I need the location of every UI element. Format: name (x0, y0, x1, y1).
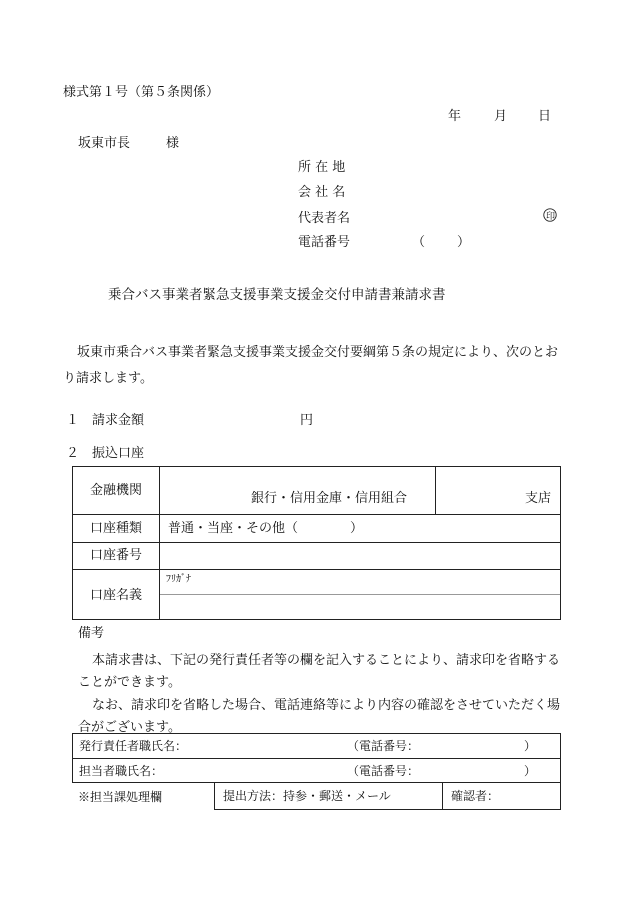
addressee-name: 坂東市長 (78, 136, 131, 151)
staff-phone-label: （電話番号： (347, 764, 420, 778)
phone-parentheses (412, 236, 470, 249)
notes-paragraph-1: 本請求書は、下記の発行責任者等の欄を記入することにより、請求印を省略することができます。 (78, 653, 561, 690)
confirmer-label: 確認者： (451, 789, 500, 803)
phone-open: （ (412, 235, 426, 250)
branch-label: 支店 (525, 491, 552, 506)
account-number-label: 口座番号 (90, 548, 143, 563)
addressee (78, 137, 179, 150)
item1-unit: 円 (300, 413, 314, 428)
issuer-phone-close: ） (524, 739, 537, 753)
institution-label: 金融機関 (90, 483, 143, 498)
addressee-honorific: 様 (166, 136, 180, 151)
seal-text: 印 (546, 212, 556, 222)
phone-label: 電話番号 (298, 235, 351, 250)
date-year: 年 (448, 109, 462, 124)
item1-label: 請求金額 (92, 413, 145, 428)
furigana-label: ﾌﾘｶﾞﾅ (166, 574, 191, 585)
staff-phone-close: ） (524, 764, 537, 778)
account-name-label: 口座名義 (90, 588, 143, 603)
processing-box (214, 783, 561, 810)
representative-label: 代表者名 (298, 211, 351, 226)
issuer-table (72, 733, 561, 783)
institution-types: 銀行・信用金庫・信用組合 (251, 491, 408, 506)
intro-paragraph: 坂東市乗合バス事業者緊急支援事業支援金交付要綱第５条の規定により、次のとおり請求します。 (63, 345, 559, 386)
seal-mark (545, 210, 554, 223)
table-divider (159, 467, 160, 619)
processing-label: ※担当課処理欄 (78, 790, 163, 804)
issuer-label: 発行責任者職氏名： (79, 739, 188, 753)
table-divider (73, 542, 560, 543)
company-label: 会 社 名 (298, 185, 346, 200)
notes-paragraph-2: なお、請求印を省略した場合、電話連絡等により内容の確認をさせていただく場合がございます。 (78, 698, 561, 735)
item2-number: ２ (66, 446, 80, 461)
issuer-phone-label: （電話番号： (347, 739, 420, 753)
table-divider (73, 758, 560, 759)
phone-close: ） (457, 235, 471, 250)
submission-method: 提出方法：持参・郵送・メール (223, 789, 391, 803)
date-month: 月 (494, 109, 508, 124)
bank-account-table (72, 466, 561, 620)
table-divider (73, 569, 560, 570)
date-day: 日 (538, 109, 552, 124)
account-type-label: 口座種類 (90, 521, 143, 536)
address-label: 所 在 地 (298, 160, 346, 175)
furigana-divider (160, 594, 560, 595)
notes-title: 備考 (78, 626, 105, 641)
document-title: 乗合バス事業者緊急支援事業支援金交付申請書兼請求書 (108, 287, 446, 303)
table-divider (435, 467, 436, 514)
table-divider (442, 783, 443, 809)
item1-number: １ (66, 413, 80, 428)
table-divider (73, 514, 560, 515)
staff-label: 担当者職氏名： (79, 764, 164, 778)
item2-label: 振込口座 (92, 446, 145, 461)
account-type-options: 普通・当座・その他（ ） (168, 521, 364, 536)
form-number: 様式第１号（第５条関係） (63, 85, 220, 100)
